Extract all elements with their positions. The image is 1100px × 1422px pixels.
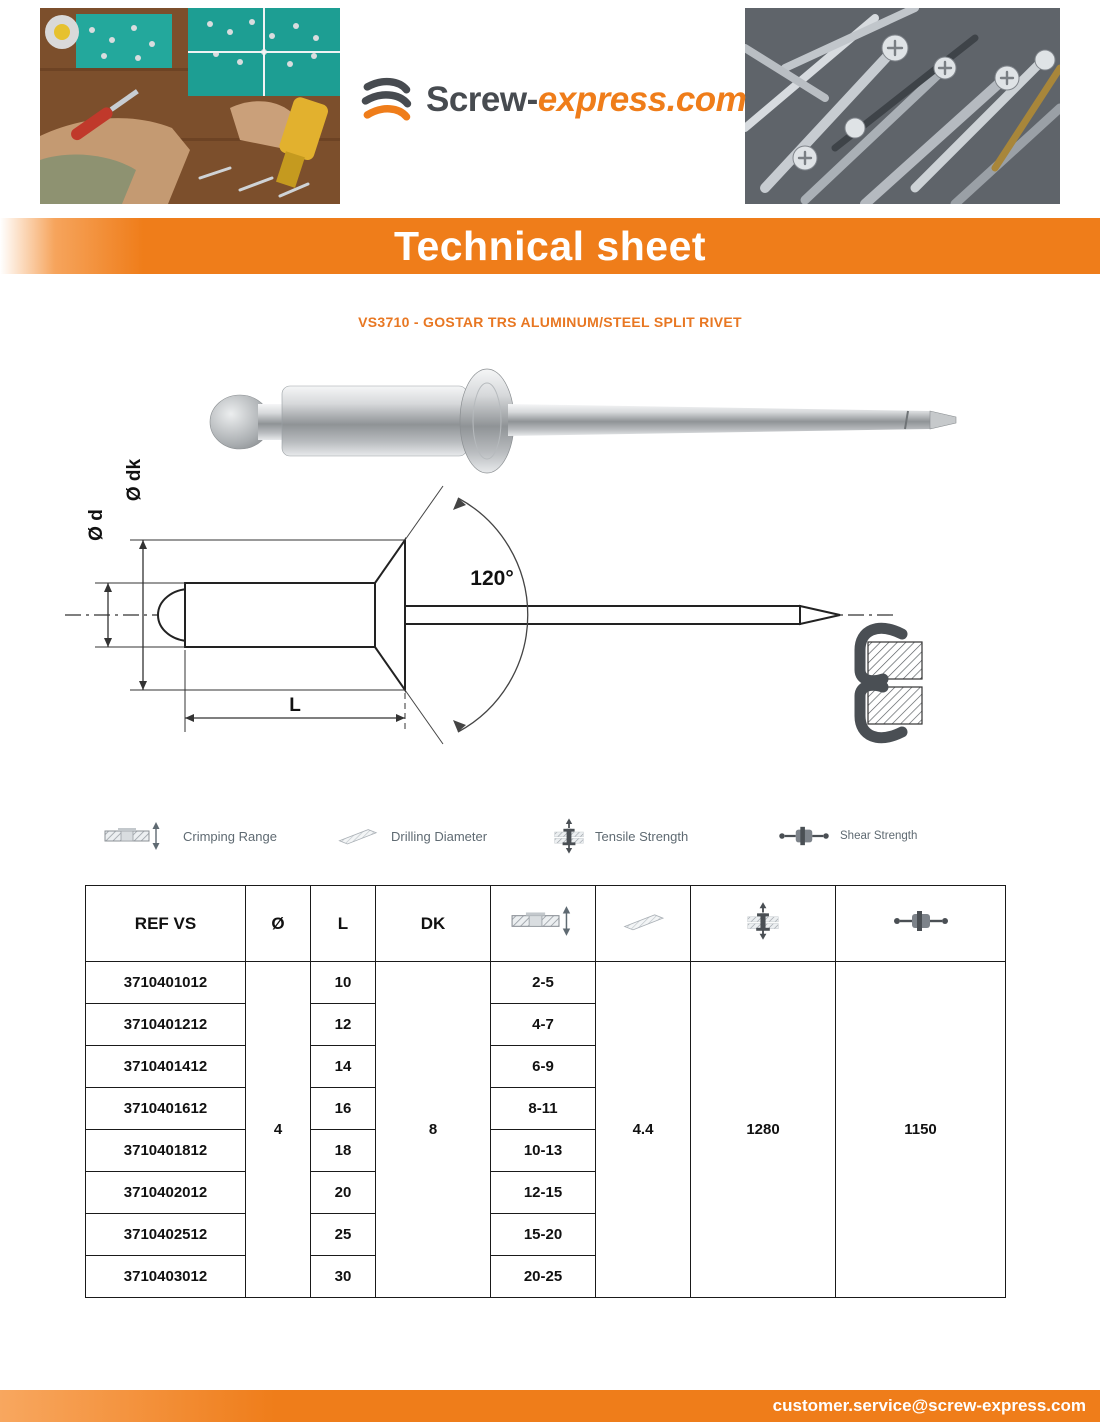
drilling-diameter-icon [618, 912, 668, 931]
length-cell: 14 [311, 1046, 376, 1088]
logo-swoosh-icon [358, 74, 414, 126]
tensile-cell: 1280 [691, 962, 836, 1298]
logo-text-orange: express [537, 80, 667, 119]
header-ref: REF VS [86, 886, 246, 962]
legend-drilling-diameter [333, 812, 487, 860]
header-diameter: Ø [246, 886, 311, 962]
crimp-cell: 6-9 [491, 1046, 596, 1088]
ref-cell: 3710402512 [86, 1214, 246, 1256]
header-shear-strength [836, 886, 1006, 962]
logo-text [426, 80, 746, 120]
banner-title: Technical sheet [393, 222, 707, 269]
workbench-photo-art [40, 8, 340, 204]
logo-text-dark: Screw- [426, 80, 538, 119]
tensile-strength-icon [746, 900, 780, 942]
length-label: L [289, 695, 301, 716]
crimp-cell: 15-20 [491, 1214, 596, 1256]
length-cell: 10 [311, 962, 376, 1004]
drilling-cell: 4.4 [596, 962, 691, 1298]
ref-cell: 3710403012 [86, 1256, 246, 1298]
legend-row [0, 812, 1100, 860]
length-cell: 16 [311, 1088, 376, 1130]
header-length: L [311, 886, 376, 962]
crimp-cell: 8-11 [491, 1088, 596, 1130]
header-drilling-diameter [596, 886, 691, 962]
screws-photo-art [745, 8, 1060, 204]
length-cell: 30 [311, 1256, 376, 1298]
crimp-cell: 12-15 [491, 1172, 596, 1214]
table-header-row [86, 886, 1006, 962]
diameter-dk-label: Ø dk [124, 458, 145, 502]
head-angle-label: 120° [470, 567, 514, 590]
legend-shear-strength [778, 812, 917, 860]
crimp-cell: 2-5 [491, 962, 596, 1004]
screws-photo [745, 8, 1060, 204]
tensile-strength-icon [553, 816, 585, 856]
diameter-d-label: Ø d [86, 509, 107, 541]
legend-drilling-diameter-label: Drilling Diameter [391, 828, 488, 844]
length-cell: 25 [311, 1214, 376, 1256]
table-row [86, 962, 1006, 1004]
spec-table-container [85, 885, 1006, 1298]
header-crimping-range [491, 886, 596, 962]
spec-table [85, 885, 1006, 1298]
diameter-cell: 4 [246, 962, 311, 1298]
crimp-cell: 10-13 [491, 1130, 596, 1172]
ref-cell: 3710401212 [86, 1004, 246, 1046]
legend-crimping-range-label: Crimping Range [183, 828, 277, 844]
crimping-range-icon [511, 905, 575, 937]
drilling-diameter-icon [333, 827, 381, 845]
ref-cell: 3710401812 [86, 1130, 246, 1172]
length-cell: 12 [311, 1004, 376, 1046]
ref-cell: 3710401612 [86, 1088, 246, 1130]
legend-shear-strength-label: Shear Strength [840, 830, 918, 842]
shear-cell: 1150 [836, 962, 1006, 1298]
crimp-cell: 4-7 [491, 1004, 596, 1046]
workbench-photo [40, 8, 340, 204]
brand-logo [358, 74, 758, 126]
length-cell: 20 [311, 1172, 376, 1214]
legend-tensile-strength [553, 812, 688, 860]
ref-cell: 3710401412 [86, 1046, 246, 1088]
logo-text-tld: .com [666, 80, 747, 119]
ref-cell: 3710401012 [86, 962, 246, 1004]
header-dk: DK [376, 886, 491, 962]
crimp-cell: 20-25 [491, 1256, 596, 1298]
length-cell: 18 [311, 1130, 376, 1172]
crimping-range-icon [95, 821, 173, 851]
footer-bar [0, 1390, 1100, 1422]
customer-service-email-link[interactable]: customer.service@screw-express.com [772, 1396, 1086, 1415]
legend-crimping-range [95, 812, 277, 860]
shear-strength-icon [778, 825, 830, 847]
header-tensile-strength [691, 886, 836, 962]
technical-sheet-banner [0, 218, 1100, 274]
legend-tensile-strength-label: Tensile Strength [595, 828, 689, 844]
dk-cell: 8 [376, 962, 491, 1298]
shear-strength-icon [893, 909, 949, 933]
ref-cell: 3710402012 [86, 1172, 246, 1214]
clinched-rivet-illustration [860, 628, 922, 737]
product-title: VS3710 - GOSTAR TRS ALUMINUM/STEEL SPLIT RIVET [358, 314, 742, 330]
dimension-diagram [50, 420, 950, 770]
